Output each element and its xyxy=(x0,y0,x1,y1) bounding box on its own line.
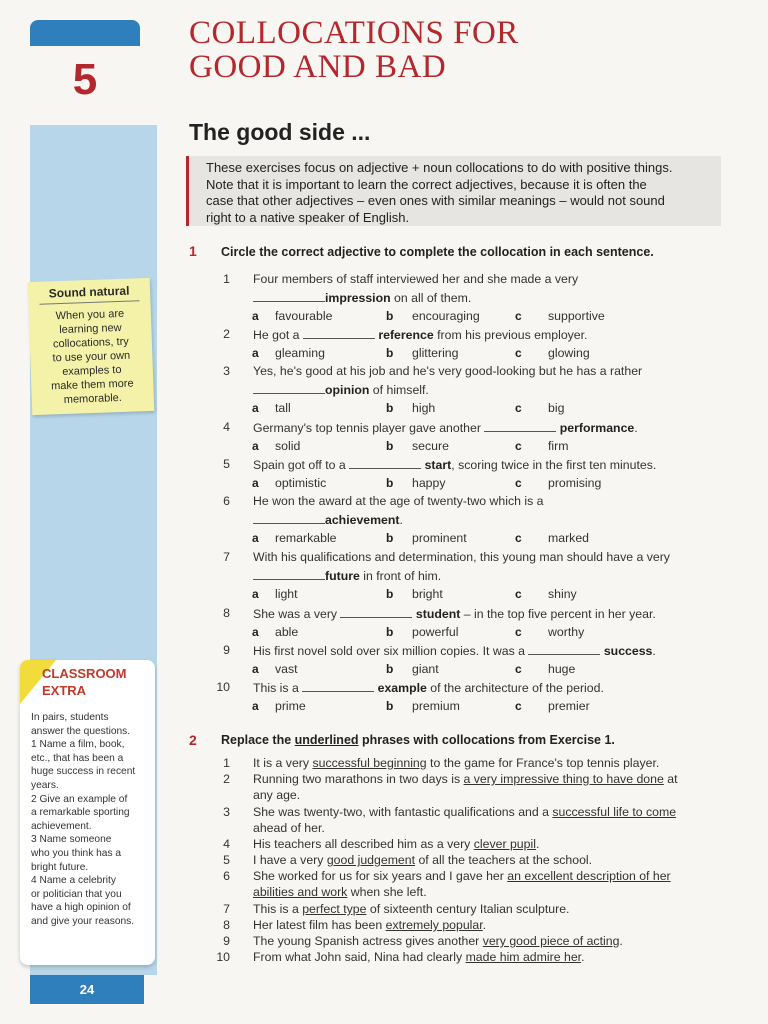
question-text: Four members of staff interviewed her and she made a very xyxy=(253,272,579,286)
extra-line: 2 Give an example of xyxy=(31,793,128,805)
question-number: 4 xyxy=(223,420,230,434)
option-letter: a xyxy=(252,531,259,545)
item-text-end: of all the teachers at the school. xyxy=(415,853,593,867)
question-text xyxy=(253,382,429,397)
option-letter: c xyxy=(515,439,522,453)
item-text-start: Running two marathons in two days is xyxy=(253,772,464,786)
sticky-line-text: examples to xyxy=(62,363,122,379)
collocation-noun: start xyxy=(421,458,452,472)
answer-blank xyxy=(528,643,600,655)
option-letter: c xyxy=(515,309,522,323)
question-text-end: of the architecture of the period. xyxy=(426,681,604,695)
option-letter: a xyxy=(252,587,259,601)
option-letter: a xyxy=(252,309,259,323)
sticky-line-text: learning new xyxy=(59,321,122,337)
item-text-start: She was twenty-two, with fantastic qualifications and a xyxy=(253,805,553,819)
answer-blank xyxy=(253,290,325,302)
answer-blank xyxy=(253,382,325,394)
item-text-end: . xyxy=(581,950,585,964)
item-text xyxy=(253,788,300,802)
option-b: high xyxy=(412,401,436,415)
item-text-start: It is a very xyxy=(253,756,313,770)
option-c: worthy xyxy=(548,625,585,639)
option-letter: c xyxy=(515,699,522,713)
item-text-start: any age. xyxy=(253,788,301,802)
option-b: encouraging xyxy=(412,309,480,323)
option-b: premium xyxy=(412,699,460,713)
option-letter: b xyxy=(386,699,394,713)
item-text-end: . xyxy=(535,837,540,851)
item-text-end: to the game for France's top tennis player. xyxy=(426,756,660,770)
option-b: glittering xyxy=(412,346,459,360)
sticky-line-text: collocations, try xyxy=(52,335,129,351)
classroom-extra-title: CLASSROOM EXTRA xyxy=(42,666,127,698)
option-letter: c xyxy=(515,587,522,601)
sticky-line-text: memorable. xyxy=(63,391,123,406)
question-text xyxy=(253,420,638,435)
collocation-noun: performance xyxy=(556,421,635,435)
underlined-phrase: a very impressive thing to have done xyxy=(463,772,664,786)
item-text-end: . xyxy=(482,918,487,932)
question-number: 9 xyxy=(223,643,230,657)
option-b: prominent xyxy=(412,531,467,545)
sound-natural-title: Sound natural xyxy=(48,283,130,301)
question-text-end: . xyxy=(634,421,638,435)
option-b: secure xyxy=(412,439,449,453)
answer-blank xyxy=(302,680,374,692)
question-text-end: . xyxy=(652,644,656,658)
question-text xyxy=(253,290,471,305)
section-subtitle: The good side ... xyxy=(189,119,371,145)
item-number: 7 xyxy=(223,902,230,916)
extra-line: In pairs, students xyxy=(31,712,109,723)
question-text xyxy=(253,606,656,621)
item-text-end: when she left. xyxy=(347,885,427,899)
answer-blank xyxy=(349,457,421,469)
item-number: 10 xyxy=(216,950,230,964)
question-text-end: in front of him. xyxy=(359,569,442,583)
option-a: tall xyxy=(275,401,291,415)
item-text xyxy=(253,934,623,948)
extra-line: 3 Name someone xyxy=(31,834,112,846)
question-text-start: She was a very xyxy=(253,607,341,621)
question-text xyxy=(253,457,656,472)
extra-line: huge success in recent xyxy=(31,766,136,778)
option-c: supportive xyxy=(548,309,605,323)
unit-tab xyxy=(30,20,140,46)
answer-blank xyxy=(253,512,325,524)
underlined-phrase: abilities and work xyxy=(253,885,348,899)
question-number: 8 xyxy=(223,606,230,620)
question-number: 1 xyxy=(223,272,230,286)
extra-line: have a high opinion of xyxy=(31,902,131,914)
item-number: 6 xyxy=(223,869,230,883)
question-text-end: . xyxy=(399,513,403,527)
answer-blank xyxy=(484,420,556,432)
question-text xyxy=(253,568,441,583)
item-text-start: This is a xyxy=(253,902,303,916)
question-text-start: His first novel sold over six million copies. It was a xyxy=(253,644,529,658)
sound-natural-note xyxy=(28,278,155,415)
answer-blank xyxy=(340,606,412,618)
option-a: able xyxy=(275,625,299,639)
intro-line: case that other adjectives – even ones with similar meanings – would not sound xyxy=(206,193,665,208)
item-number: 3 xyxy=(223,805,230,819)
option-letter: c xyxy=(515,401,522,415)
item-number: 8 xyxy=(223,918,230,932)
extra-line: or politician that you xyxy=(31,888,122,900)
collocation-noun: impression xyxy=(325,291,391,305)
underlined-phrase: very good piece of acting xyxy=(482,934,620,948)
option-letter: c xyxy=(515,662,522,676)
option-letter: a xyxy=(252,401,259,415)
item-text xyxy=(253,885,427,899)
option-c: marked xyxy=(548,531,590,545)
answer-blank xyxy=(253,568,325,580)
option-letter: c xyxy=(515,346,522,360)
answer-blank xyxy=(303,327,375,339)
option-a: prime xyxy=(275,699,306,713)
option-letter: b xyxy=(386,625,394,639)
option-c: big xyxy=(548,401,565,415)
item-number: 1 xyxy=(223,756,230,770)
sound-natural-text xyxy=(29,306,154,408)
question-text-end: , scoring twice in the first ten minutes. xyxy=(451,458,657,472)
option-c: glowing xyxy=(548,346,590,360)
extra-line: and give your reasons. xyxy=(31,915,135,927)
option-c: firm xyxy=(548,439,569,453)
option-letter: a xyxy=(252,625,259,639)
extra-line: who you think has a xyxy=(31,847,122,859)
question-text xyxy=(253,680,604,695)
option-a: favourable xyxy=(275,309,333,323)
question-text-start: He got a xyxy=(253,328,303,342)
collocation-noun: example xyxy=(374,681,427,695)
item-text xyxy=(253,837,539,851)
item-number: 9 xyxy=(223,934,230,948)
intro-line: right to a native speaker of English. xyxy=(206,209,410,225)
exercise-2-instruction: Replace the underlined phrases with collocations from Exercise 1. xyxy=(221,733,615,747)
item-number: 4 xyxy=(223,837,230,851)
option-c: shiny xyxy=(548,587,577,601)
item-number: 5 xyxy=(223,853,230,867)
option-letter: c xyxy=(515,531,522,545)
item-text xyxy=(253,950,585,964)
underlined-phrase: extremely popular xyxy=(385,918,483,932)
item-text-start: The young Spanish actress gives another xyxy=(253,934,483,948)
question-number: 2 xyxy=(223,327,230,341)
question-text-end: on all of them. xyxy=(390,291,472,305)
item-text-start: ahead of her. xyxy=(253,821,325,835)
sticky-line-text: When you are xyxy=(55,307,125,323)
item-text-start: His teachers all described him as a very xyxy=(253,837,474,851)
extra-line: 4 Name a celebrity xyxy=(31,875,116,887)
option-a: optimistic xyxy=(275,476,327,490)
underlined-phrase: good judgement xyxy=(326,853,416,867)
sticky-line-text: to use your own xyxy=(52,349,131,365)
question-number: 5 xyxy=(223,457,230,471)
item-text-start: I have a very xyxy=(253,853,327,867)
option-letter: b xyxy=(386,309,394,323)
option-c: premier xyxy=(548,699,590,713)
intro-box xyxy=(186,156,721,226)
question-text: He won the award at the age of twenty-two which is a xyxy=(253,494,544,508)
divider xyxy=(39,300,139,304)
classroom-extra-text xyxy=(31,711,149,929)
option-a: solid xyxy=(275,439,301,453)
option-letter: a xyxy=(252,476,259,490)
question-text-end: from his previous employer. xyxy=(433,328,588,342)
sticky-line-text: make them more xyxy=(50,377,134,393)
option-letter: a xyxy=(252,439,259,453)
question-text xyxy=(253,327,587,342)
option-letter: b xyxy=(386,346,394,360)
option-b: powerful xyxy=(412,625,459,639)
option-letter: b xyxy=(386,531,394,545)
question-text xyxy=(253,512,403,527)
underlined-phrase: perfect type xyxy=(302,902,367,916)
option-letter: a xyxy=(252,346,259,360)
item-text-start: She worked for us for six years and I gave her xyxy=(253,869,508,883)
option-letter: c xyxy=(515,476,522,490)
question-text: With his qualifications and determination, this young man should have a very xyxy=(253,550,670,564)
collocation-noun: success xyxy=(600,644,653,658)
extra-line: a remarkable sporting xyxy=(31,807,130,819)
option-b: happy xyxy=(412,476,446,490)
question-text-end: – in the top five percent in her year. xyxy=(460,607,656,621)
exercise-1-instruction: Circle the correct adjective to complete the collocation in each sentence. xyxy=(221,245,654,259)
option-a: gleaming xyxy=(275,346,325,360)
item-text xyxy=(253,805,676,819)
extra-line: answer the questions. xyxy=(31,725,131,737)
option-a: light xyxy=(275,587,298,601)
unit-number: 5 xyxy=(72,55,98,104)
item-text-end: of sixteenth century Italian sculpture. xyxy=(366,902,570,916)
option-c: promising xyxy=(548,476,602,490)
option-letter: a xyxy=(252,699,259,713)
option-letter: b xyxy=(386,439,394,453)
extra-line: years. xyxy=(31,779,59,791)
question-number: 10 xyxy=(216,680,230,694)
collocation-noun: opinion xyxy=(325,383,370,397)
item-text xyxy=(253,902,569,916)
option-a: vast xyxy=(275,662,298,676)
underlined-phrase: an excellent description of her xyxy=(507,869,671,883)
question-number: 7 xyxy=(223,550,230,564)
item-text xyxy=(253,853,592,867)
extra-line: achievement. xyxy=(31,820,92,832)
exercise-1-number: 1 xyxy=(189,243,197,259)
question-text-start: Spain got off to a xyxy=(253,458,350,472)
option-b: bright xyxy=(412,587,443,601)
question-text: Yes, he's good at his job and he's very good-looking but he has a rather xyxy=(253,364,643,378)
option-b: giant xyxy=(412,662,439,676)
option-letter: c xyxy=(515,625,522,639)
intro-text xyxy=(189,156,721,226)
underlined-phrase: made him admire her xyxy=(465,950,582,964)
option-letter: b xyxy=(386,476,394,490)
exercise-2-number: 2 xyxy=(189,732,197,748)
question-text-start: This is a xyxy=(253,681,303,695)
item-text-start: Her latest film has been xyxy=(253,918,386,932)
page-number: 24 xyxy=(30,975,144,1004)
item-text xyxy=(253,772,678,786)
item-text xyxy=(253,918,486,932)
collocation-noun: student xyxy=(412,607,461,621)
question-number: 3 xyxy=(223,364,230,378)
extra-line: bright future. xyxy=(31,861,89,873)
collocation-noun: achievement xyxy=(325,513,400,527)
collocation-noun: reference xyxy=(374,328,434,342)
page-title: COLLOCATIONS FOR GOOD AND BAD xyxy=(189,15,519,85)
option-letter: a xyxy=(252,662,259,676)
option-letter: b xyxy=(386,401,394,415)
option-letter: b xyxy=(386,587,394,601)
option-letter: b xyxy=(386,662,394,676)
option-a: remarkable xyxy=(275,531,337,545)
question-text-start: Germany's top tennis player gave another xyxy=(253,421,485,435)
item-text-end: . xyxy=(619,934,623,948)
option-c: huge xyxy=(548,662,576,676)
underlined-phrase: successful life to come xyxy=(552,805,677,819)
question-text xyxy=(253,643,656,658)
classroom-extra-box xyxy=(20,660,155,965)
question-text-end: of himself. xyxy=(369,383,429,397)
item-text xyxy=(253,756,659,770)
question-number: 6 xyxy=(223,494,230,508)
item-text-start: From what John said, Nina had clearly xyxy=(253,950,466,964)
item-text-end: at xyxy=(663,772,678,786)
extra-line: etc., that has been a xyxy=(31,752,124,764)
item-number: 2 xyxy=(223,772,230,786)
underlined-phrase: clever pupil xyxy=(473,837,536,851)
item-text xyxy=(253,869,671,883)
intro-line: These exercises focus on adjective + noun collocations to do with positive things. xyxy=(206,160,673,175)
extra-line: 1 Name a film, book, xyxy=(31,739,125,751)
collocation-noun: future xyxy=(325,569,360,583)
underlined-phrase: successful beginning xyxy=(312,756,427,770)
intro-line: Note that it is important to learn the correct adjectives, because it is often the xyxy=(206,176,647,192)
item-text xyxy=(253,821,325,835)
